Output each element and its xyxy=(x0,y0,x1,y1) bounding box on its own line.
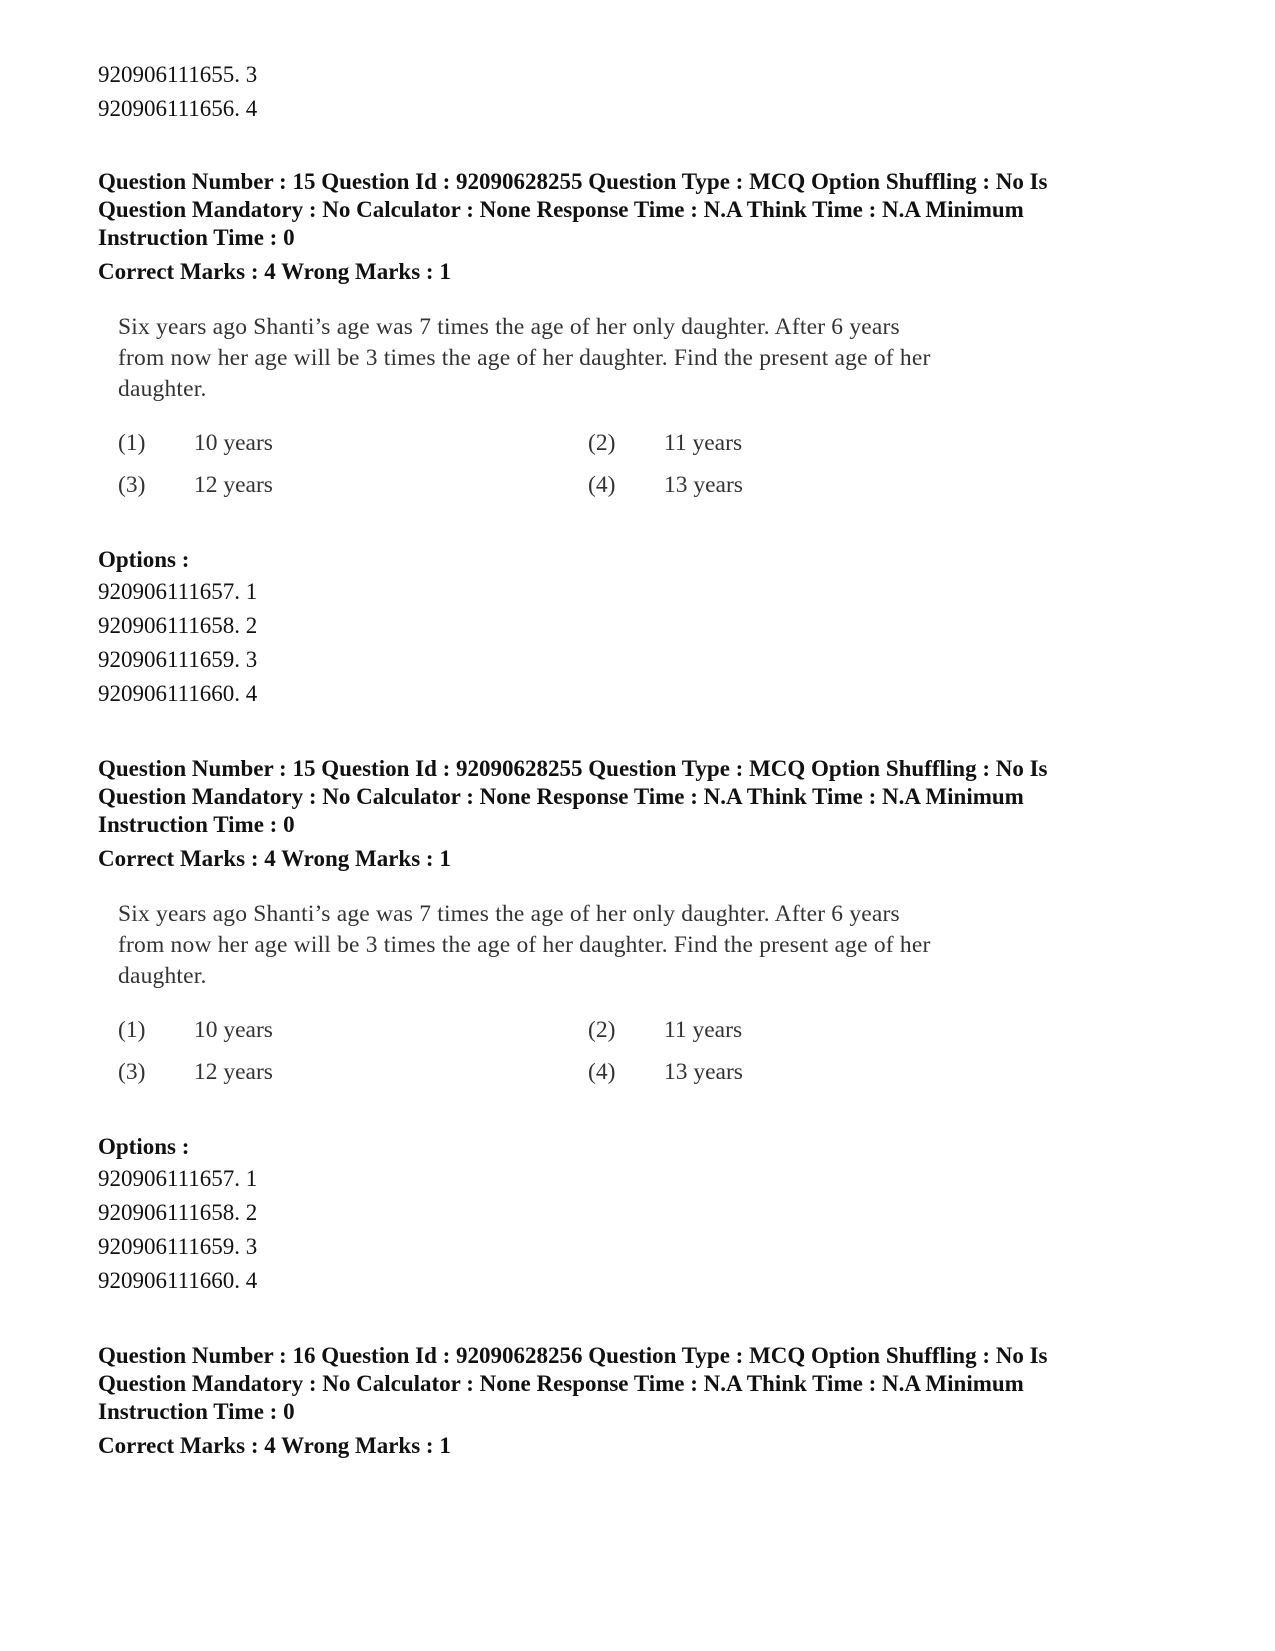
choice-number: (1) xyxy=(118,430,146,456)
choice-2 xyxy=(588,1016,988,1044)
question-section xyxy=(98,1342,1188,1460)
question-section xyxy=(98,168,1188,711)
choice-grid xyxy=(118,429,1128,499)
marks-line: Correct Marks : 4 Wrong Marks : 1 xyxy=(98,259,451,284)
option-line: 920906111659. 3 xyxy=(98,1234,258,1259)
marks-line: Correct Marks : 4 Wrong Marks : 1 xyxy=(98,846,451,871)
question-text-line: Six years ago Shanti’s age was 7 times the age of her only daughter. After 6 years xyxy=(118,901,900,927)
option-line: 920906111658. 2 xyxy=(98,613,258,638)
question-text-line: from now her age will be 3 times the age of her daughter. Find the present age of her xyxy=(118,932,931,958)
header-line: Instruction Time : 0 xyxy=(98,1399,295,1424)
header-line: Question Number : 15 Question Id : 92090628255 Question Type : MCQ Option Shuffling : No Is xyxy=(98,756,1048,781)
header-line: Question Mandatory : No Calculator : None Response Time : N.A Think Time : N.A Minimum xyxy=(98,1371,1024,1396)
option-line: 920906111659. 3 xyxy=(98,647,258,672)
question-text-line: daughter. xyxy=(118,376,207,402)
options-label: Options : xyxy=(98,1134,190,1159)
choice-3 xyxy=(118,1058,588,1086)
option-line: 920906111658. 2 xyxy=(98,1200,258,1225)
question-text-line: Six years ago Shanti’s age was 7 times the age of her only daughter. After 6 years xyxy=(118,314,900,340)
option-line: 920906111657. 1 xyxy=(98,579,258,604)
choice-number: (1) xyxy=(118,1017,146,1043)
question-text xyxy=(118,312,1128,405)
choice-number: (2) xyxy=(588,1017,616,1043)
header-line: Instruction Time : 0 xyxy=(98,812,295,837)
choice-4 xyxy=(588,1058,988,1086)
options-list xyxy=(98,1162,1188,1298)
question-header xyxy=(98,1342,1188,1426)
header-line: Question Mandatory : No Calculator : None Response Time : N.A Think Time : N.A Minimum xyxy=(98,197,1024,222)
option-line: 920906111660. 4 xyxy=(98,1268,258,1293)
question-text-line: from now her age will be 3 times the age of her daughter. Find the present age of her xyxy=(118,345,931,371)
header-line: Instruction Time : 0 xyxy=(98,225,295,250)
choice-number: (3) xyxy=(118,472,146,498)
header-line: Question Mandatory : No Calculator : None Response Time : N.A Think Time : N.A Minimum xyxy=(98,784,1024,809)
document-page xyxy=(98,58,1188,1460)
choice-4 xyxy=(588,471,988,499)
choice-text: 11 years xyxy=(664,1017,743,1043)
choice-number: (4) xyxy=(588,472,616,498)
choice-text: 12 years xyxy=(194,472,273,498)
choice-1 xyxy=(118,429,588,457)
question-section xyxy=(98,755,1188,1298)
option-line: 920906111656. 4 xyxy=(98,96,258,121)
choice-text: 12 years xyxy=(194,1059,273,1085)
previous-options xyxy=(98,58,1188,126)
choice-3 xyxy=(118,471,588,499)
choice-number: (2) xyxy=(588,430,616,456)
choice-text: 10 years xyxy=(194,430,273,456)
choice-1 xyxy=(118,1016,588,1044)
choice-2 xyxy=(588,429,988,457)
question-text xyxy=(118,899,1128,992)
choice-number: (4) xyxy=(588,1059,616,1085)
question-text-line: daughter. xyxy=(118,963,207,989)
options-list xyxy=(98,575,1188,711)
choice-text: 13 years xyxy=(664,1059,743,1085)
choice-text: 11 years xyxy=(664,430,743,456)
question-header xyxy=(98,755,1188,839)
choice-text: 13 years xyxy=(664,472,743,498)
option-line: 920906111660. 4 xyxy=(98,681,258,706)
question-body xyxy=(118,899,1128,1086)
choice-text: 10 years xyxy=(194,1017,273,1043)
choice-number: (3) xyxy=(118,1059,146,1085)
option-line: 920906111655. 3 xyxy=(98,62,258,87)
choice-grid xyxy=(118,1016,1128,1086)
marks-line: Correct Marks : 4 Wrong Marks : 1 xyxy=(98,1433,451,1458)
header-line: Question Number : 15 Question Id : 92090628255 Question Type : MCQ Option Shuffling : No Is xyxy=(98,169,1048,194)
option-line: 920906111657. 1 xyxy=(98,1166,258,1191)
options-label: Options : xyxy=(98,547,190,572)
header-line: Question Number : 16 Question Id : 92090628256 Question Type : MCQ Option Shuffling : No Is xyxy=(98,1343,1048,1368)
question-body xyxy=(118,312,1128,499)
question-header xyxy=(98,168,1188,252)
